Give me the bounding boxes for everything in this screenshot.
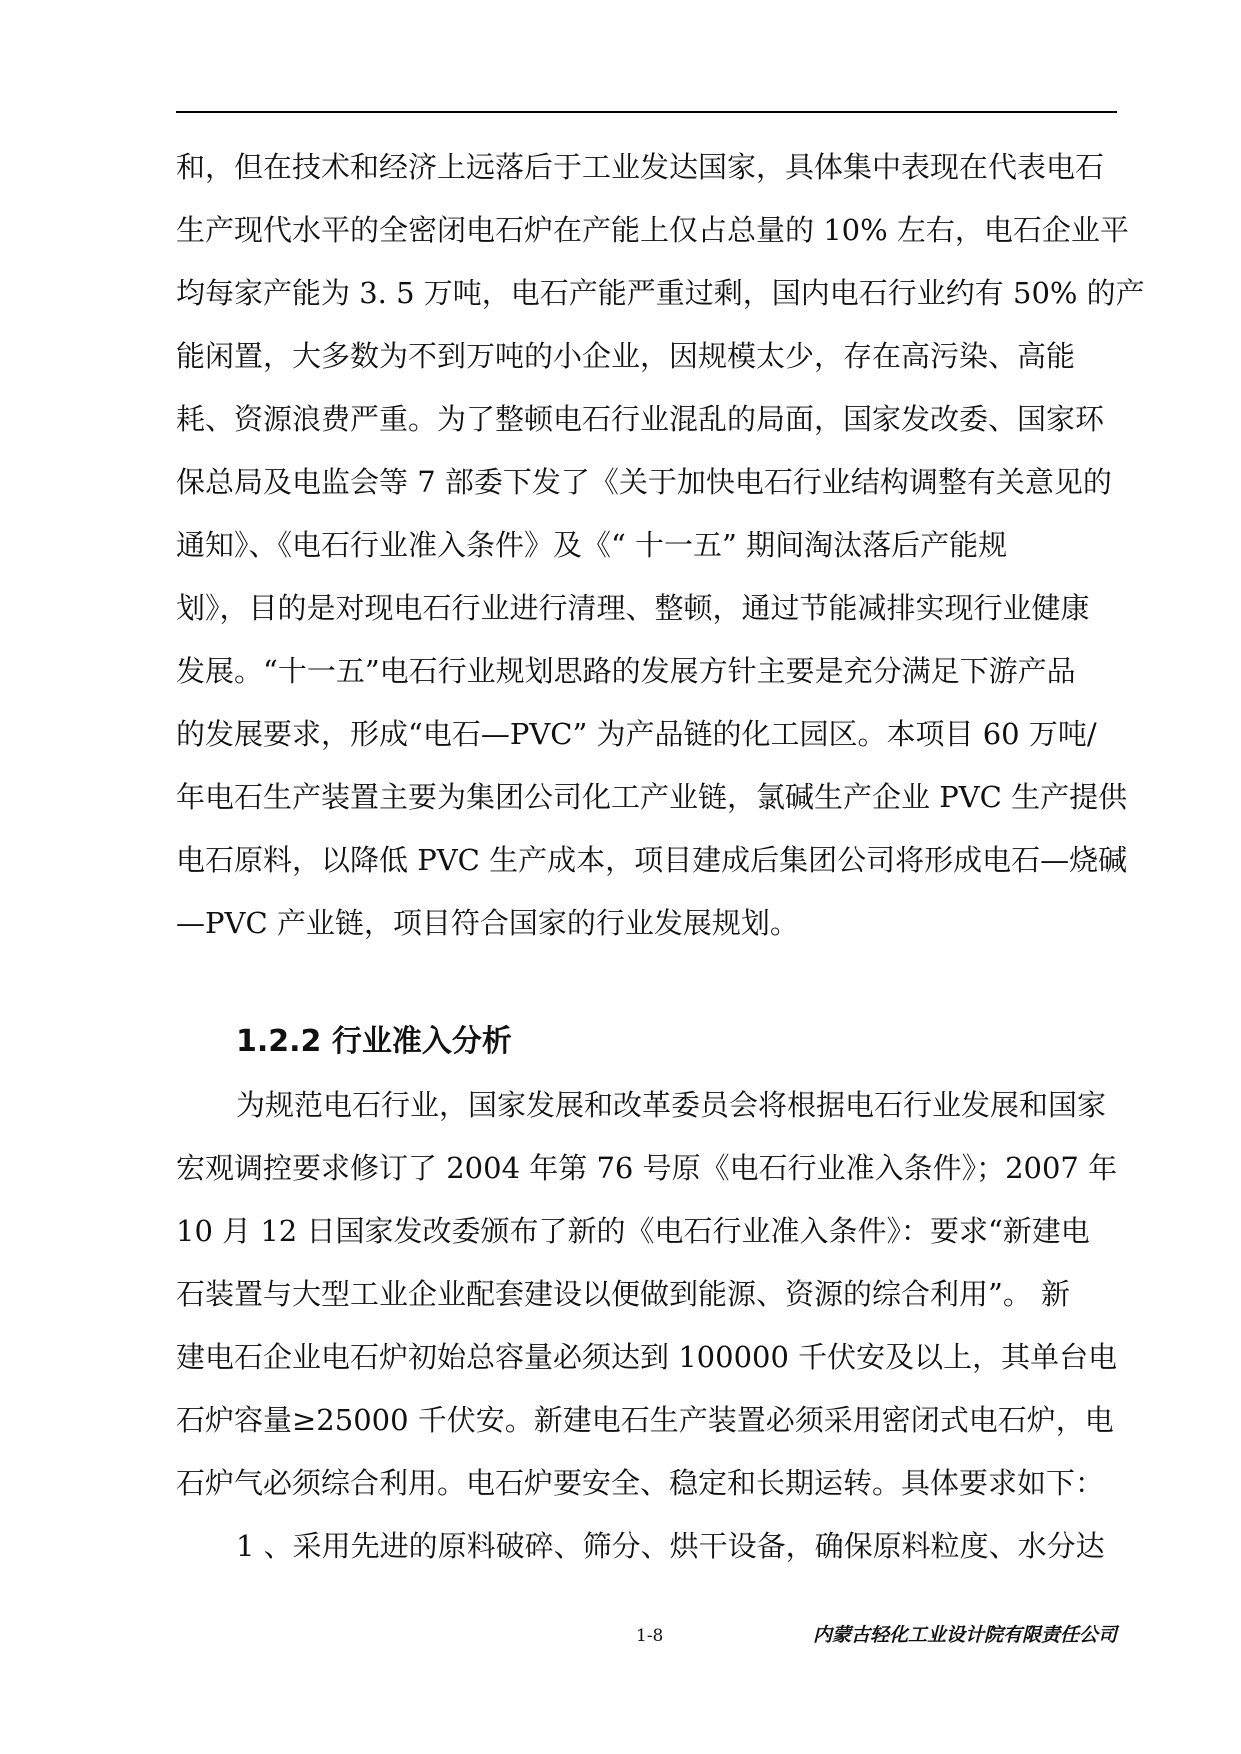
- paragraph-line: 建电石企业电石炉初始总容量必须达到 100000 千伏安及以上，其单台电: [176, 1340, 1118, 1374]
- paragraph-line: 通知》、《电石行业准入条件》及《“ 十一五” 期间淘汰落后产能规: [176, 528, 1008, 562]
- paragraph-line: 发展。“十一五”电石行业规划思路的发展方针主要是充分满足下游产品: [176, 654, 1076, 688]
- paragraph-line: 石装置与大型工业企业配套建设以便做到能源、资源的综合利用”。 新: [176, 1277, 1071, 1311]
- page-number: 1-8: [636, 1626, 664, 1646]
- paragraph-line: 为规范电石行业，国家发展和改革委员会将根据电石行业发展和国家: [236, 1088, 1107, 1122]
- paragraph-line: 石炉气必须综合利用。电石炉要安全、稳定和长期运转。具体要求如下：: [176, 1466, 1105, 1500]
- paragraph-line: 10 月 12 日国家发改委颁布了新的《电石行业准入条件》：要求“新建电: [176, 1214, 1090, 1248]
- paragraph-line: 生产现代水平的全密闭电石炉在产能上仅占总量的 10% 左右，电石企业平: [176, 213, 1129, 247]
- list-item: 1 、采用先进的原料破碎、筛分、烘干设备，确保原料粒度、水分达: [236, 1529, 1105, 1563]
- paragraph-line: 的发展要求，形成“电石—PVC” 为产品链的化工园区。本项目 60 万吨/: [176, 717, 1097, 751]
- paragraph-line: 均每家产能为 3. 5 万吨，电石产能严重过剩，国内电石行业约有 50% 的产: [176, 276, 1145, 310]
- paragraph-line: 年电石生产装置主要为集团公司化工产业链，氯碱生产企业 PVC 生产提供: [176, 780, 1128, 814]
- paragraph-line: 能闲置，大多数为不到万吨的小企业，因规模太少，存在高污染、高能: [176, 339, 1076, 373]
- paragraph-line: 宏观调控要求修订了 2004 年第 76 号原《电石行业准入条件》；2007 年: [176, 1151, 1118, 1185]
- paragraph-line: 电石原料，以降低 PVC 生产成本，项目建成后集团公司将形成电石—烧碱: [176, 843, 1128, 877]
- paragraph-line: 划》，目的是对现电石行业进行清理、整顿，通过节能减排实现行业健康: [176, 591, 1090, 625]
- paragraph-line: —PVC 产业链，项目符合国家的行业发展规划。: [176, 906, 799, 940]
- footer-company: 内蒙古轻化工业设计院有限责任公司: [812, 1624, 1117, 1646]
- header-rule: [176, 111, 1117, 113]
- paragraph-line: 石炉容量≥25000 千伏安。新建电石生产装置必须采用密闭式电石炉，电: [176, 1403, 1114, 1437]
- paragraph-line: 耗、资源浪费严重。为了整顿电石行业混乱的局面，国家发改委、国家环: [176, 402, 1105, 436]
- paragraph-line: 和，但在技术和经济上远落后于工业发达国家，具体集中表现在代表电石: [176, 150, 1105, 184]
- paragraph-line: 保总局及电监会等 7 部委下发了《关于加快电石行业结构调整有关意见的: [176, 465, 1112, 499]
- section-heading: 1.2.2 行业准入分析: [236, 1024, 512, 1059]
